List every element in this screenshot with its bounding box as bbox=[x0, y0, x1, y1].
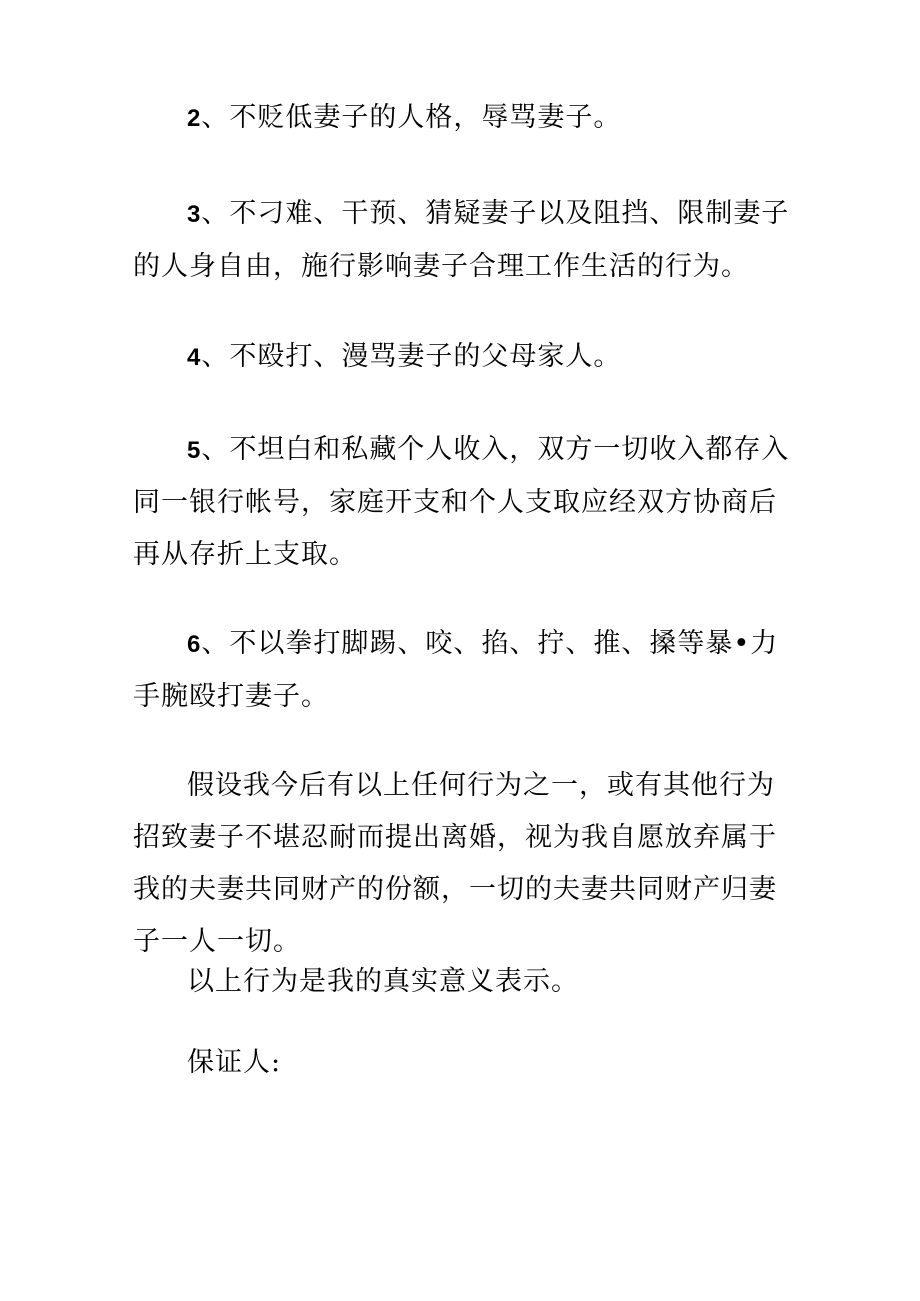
clause-number: 4 bbox=[187, 344, 202, 371]
clause-number: 3 bbox=[187, 201, 202, 228]
clause-5 bbox=[133, 424, 793, 581]
clause-4 bbox=[133, 331, 793, 384]
clause-2 bbox=[133, 92, 793, 145]
clause-text: 、不刁难、干预、猜疑妻子以及阻挡、限制妻子的人身自由，施行影响妻子合理工作生活的行为。 bbox=[133, 198, 790, 282]
declaration-paragraph: 以上行为是我的真实意义表示。 bbox=[187, 966, 579, 997]
clause-number: 2 bbox=[187, 105, 202, 132]
clause-6 bbox=[133, 618, 793, 723]
clause-3 bbox=[133, 188, 793, 293]
clause-number: 5 bbox=[187, 437, 202, 464]
clause-text: 、不殴打、漫骂妻子的父母家人。 bbox=[201, 341, 622, 372]
guarantor-label: 保证人: bbox=[187, 1047, 282, 1078]
clause-text: 、不坦白和私藏个人收入，双方一切收入都存入同一银行帐号，家庭开支和个人支取应经双方协商后再从存折上支取。 bbox=[133, 434, 790, 570]
consequence-paragraph: 假设我今后有以上任何行为之一，或有其他行为招致妻子不堪忍耐而提出离婚，视为我自愿放弃属于我的夫妻共同财产的份额，一切的夫妻共同财产归妻子一人一切。 bbox=[133, 770, 777, 957]
clause-text: 、不贬低妻子的人格，辱骂妻子。 bbox=[201, 102, 622, 133]
clause-number: 6 bbox=[187, 631, 202, 658]
clause-text: 、不以拳打脚踢、咬、掐、拧、推、搡等暴•力手腕殴打妻子。 bbox=[133, 628, 779, 712]
